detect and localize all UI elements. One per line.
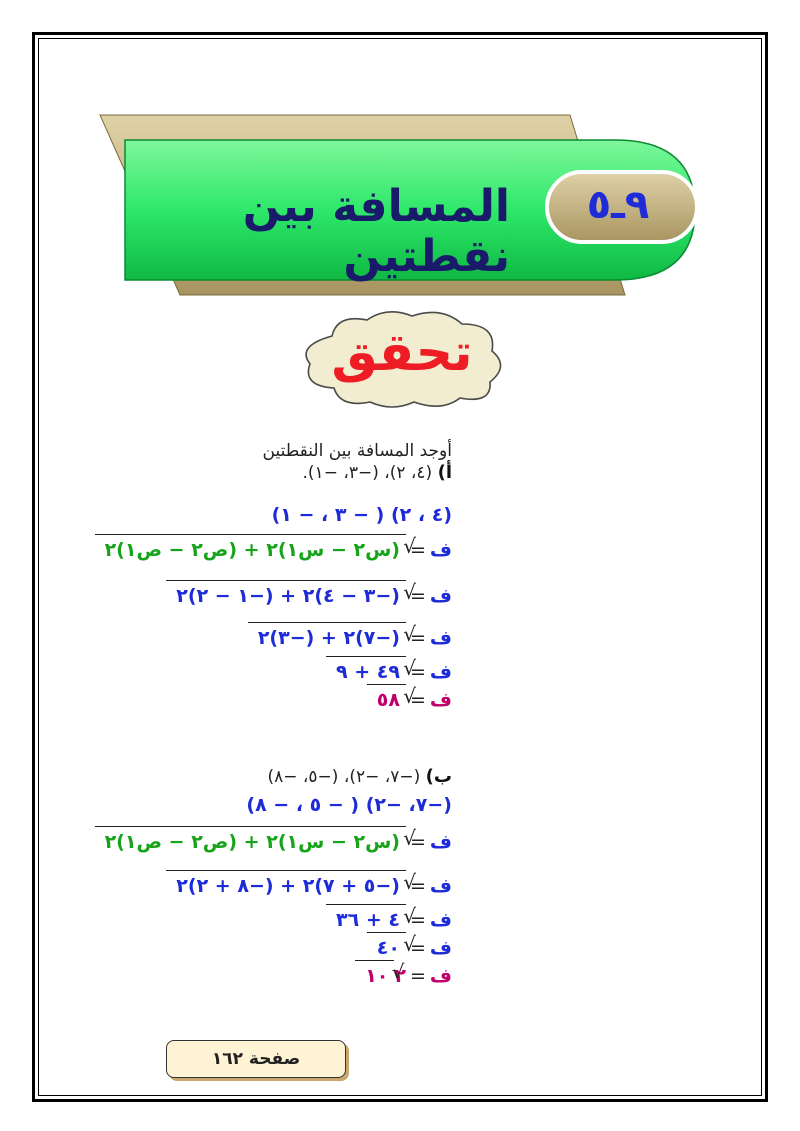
solution-b-result-row: ف=٢√ ١٠ [355,960,452,991]
part-a-label: أ) [437,462,452,483]
solution-b-step1: √ (−٥ + ٧)٢ + (−٨ + ٢)٢ [166,870,406,901]
solution-a-step2: √ (−٧)٢ + (−٣)٢ [248,622,406,653]
part-a-question [263,462,452,484]
part-b-points: (−٧، −٢)، (−٥، −٨) [267,767,421,787]
solution-b-result-radicand: √ ١٠ [355,960,394,991]
page-number: صفحة ١٦٢ [166,1040,346,1078]
part-b-label: ب) [425,766,452,787]
solution-b-step2-row: ف=√ ٤ + ٣٦ [326,904,452,935]
solution-b-formula-row: ف=√ (س٢ − س١)٢ + (ص٢ − ص١)٢ [95,826,452,857]
solution-b-step3: √ ٤٠ [367,932,406,963]
problem-text: أوجد المسافة بين النقطتين [262,441,452,461]
solution-b-step3-row: ف=√ ٤٠ [367,932,452,963]
distance-formula-b: √ (س٢ − س١)٢ + (ص٢ − ص١)٢ [95,826,406,857]
solution-a-points: (٤ ، ٢) ( − ٣ ، − ١) [271,504,452,526]
distance-formula: √ (س٢ − س١)٢ + (ص٢ − ص١)٢ [95,534,406,565]
lesson-title: المسافة بين نقطتين [242,181,510,282]
solution-a-step2-row: ف=√ (−٧)٢ + (−٣)٢ [248,622,452,653]
check-badge: تحقق [331,323,473,383]
solution-a-step1-row: ف=√ (−٣ − ٤)٢ + (−١ − ٢)٢ [166,580,452,611]
solution-a-step3-row: ف=√ ٤٩ + ٩ [326,656,452,687]
problem-statement [263,440,452,484]
section-number: ٩ـ٥ [586,182,650,228]
distance-symbol: ف [429,539,452,561]
solution-a-step3: √ ٤٩ + ٩ [326,656,406,687]
solution-a-step1: √ (−٣ − ٤)٢ + (−١ − ٢)٢ [166,580,406,611]
solution-b-points: (−٧، −٢) ( − ٥ ، − ٨) [246,794,452,816]
solution-b-step1-row: ف=√ (−٥ + ٧)٢ + (−٨ + ٢)٢ [166,870,452,901]
solution-b-step2: √ ٤ + ٣٦ [326,904,406,935]
solution-b-result-coef: ٢ [394,965,406,987]
part-a-points: (٤، ٢)، (−٣، −١). [302,463,433,483]
solution-a-result-row: ف=√ ٥٨ [367,684,452,715]
part-b-question [267,766,452,788]
solution-a-result: √ ٥٨ [367,684,406,715]
solution-a-formula-row: ف=√ (س٢ − س١)٢ + (ص٢ − ص١)٢ [95,534,452,565]
